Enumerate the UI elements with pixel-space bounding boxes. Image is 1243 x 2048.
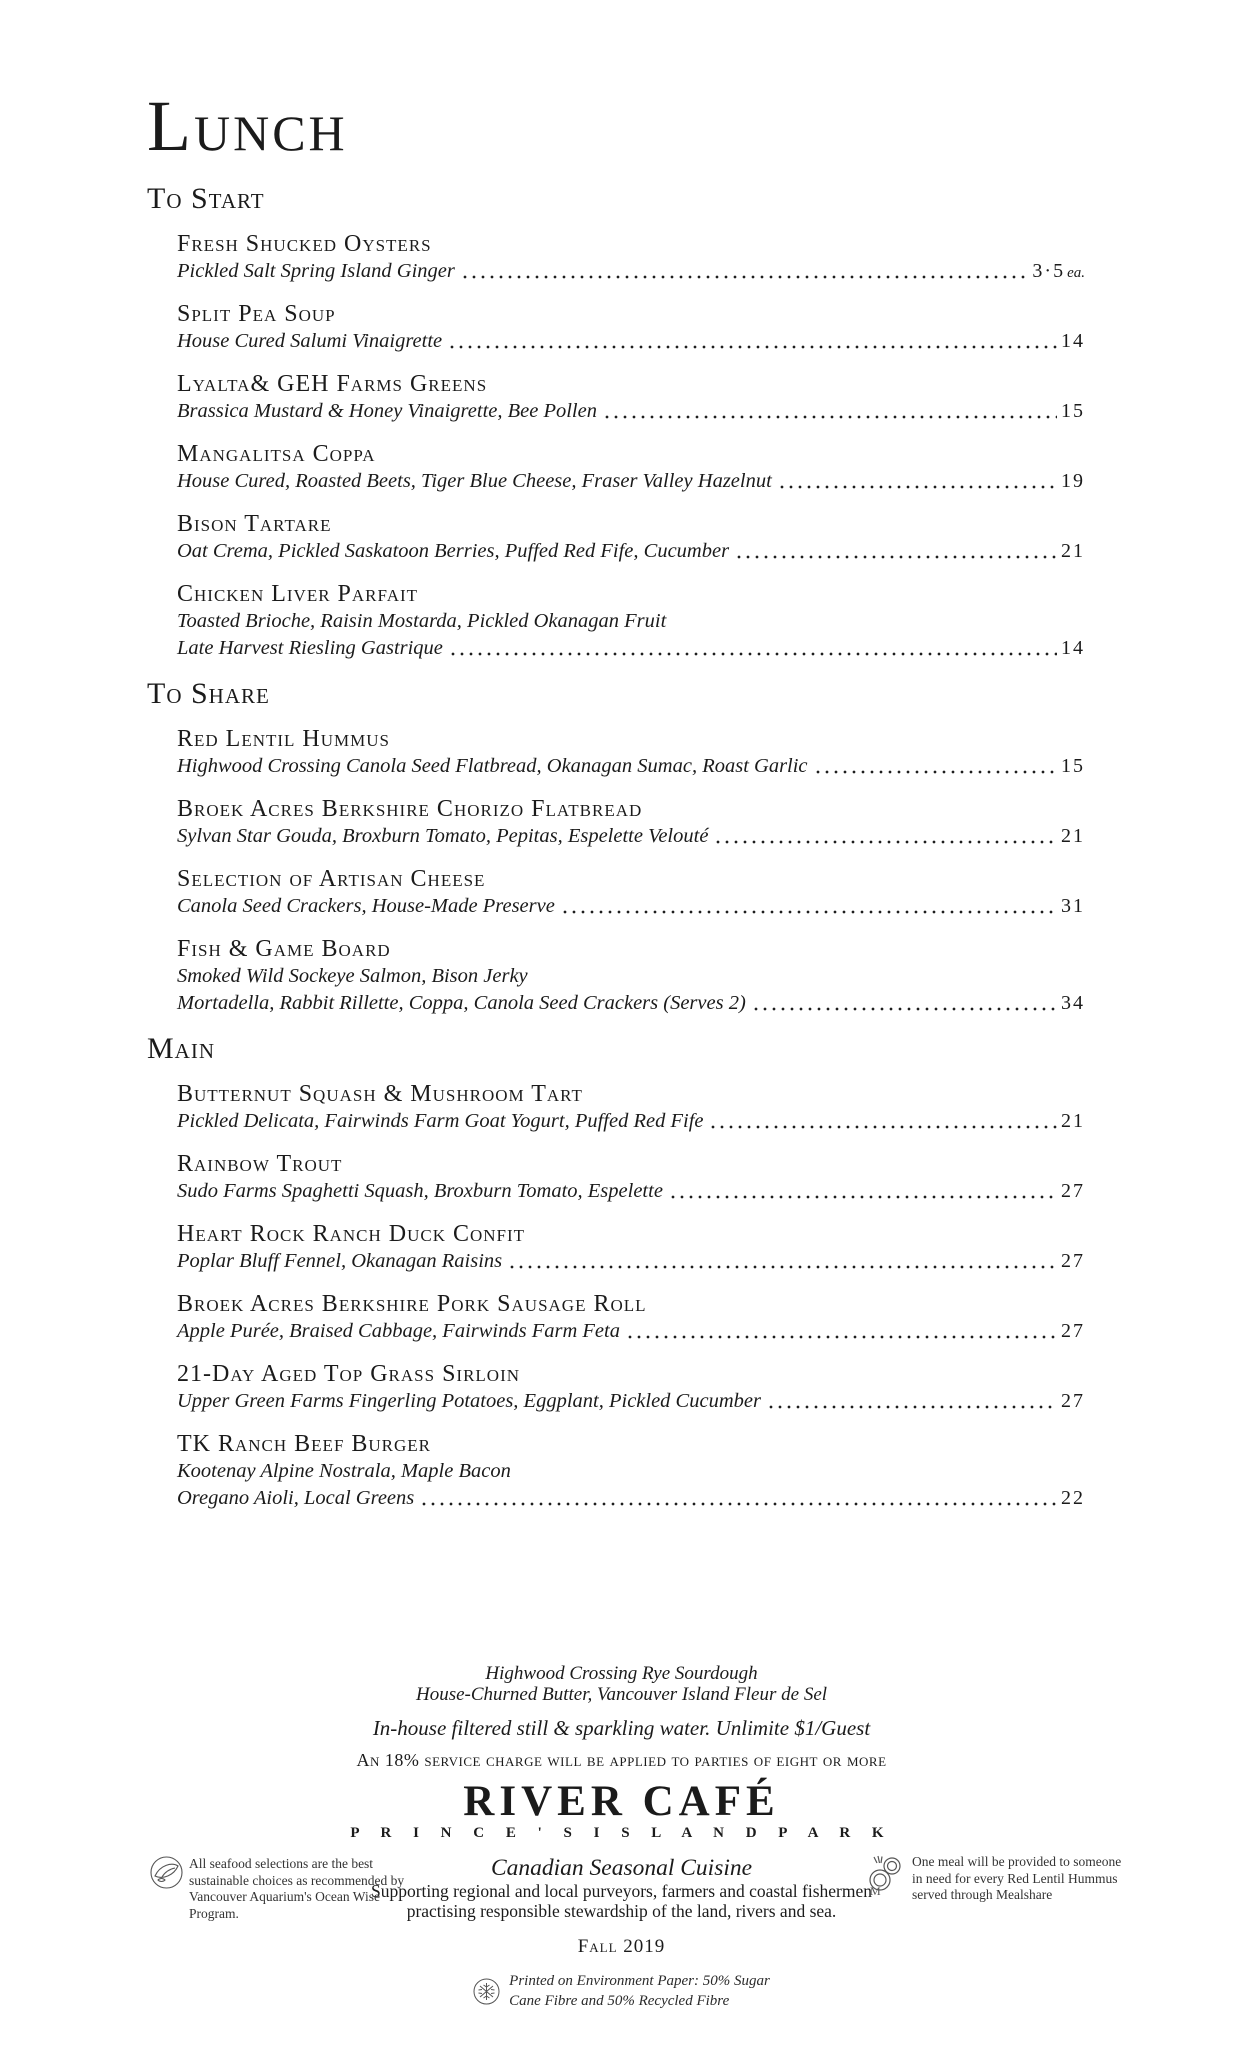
item-price bbox=[1061, 825, 1085, 848]
menu-item bbox=[147, 1150, 1085, 1205]
price-value: 19 bbox=[1061, 470, 1085, 492]
menu-item bbox=[147, 510, 1085, 565]
price-value: 15 bbox=[1061, 400, 1085, 422]
environment-paper-icon bbox=[473, 1978, 500, 2005]
dotted-leader bbox=[422, 1501, 1057, 1507]
menu-item bbox=[147, 440, 1085, 495]
section-heading: To Start bbox=[147, 182, 265, 215]
dotted-leader bbox=[737, 554, 1057, 560]
price-value: 3·5 bbox=[1032, 260, 1066, 282]
mealshare-icon bbox=[866, 1854, 906, 1904]
item-name: Broek Acres Berkshire Pork Sausage Roll bbox=[177, 1291, 647, 1317]
item-name: Mangalitsa Coppa bbox=[177, 441, 376, 467]
item-price bbox=[1061, 1487, 1085, 1510]
item-name: Fresh Shucked Oysters bbox=[177, 231, 432, 257]
item-name: Bison Tartare bbox=[177, 511, 332, 537]
restaurant-logo-subtitle: P R I N C E ' S I S L A N D P A R K bbox=[350, 1825, 893, 1841]
item-description: Late Harvest Riesling Gastrique bbox=[177, 637, 443, 659]
item-price-line bbox=[177, 328, 1085, 355]
item-price-line bbox=[177, 258, 1085, 285]
item-description: Oat Crema, Pickled Saskatoon Berries, Puffed Red Fife, Cucumber bbox=[177, 540, 730, 562]
price-value: 22 bbox=[1061, 1487, 1085, 1509]
item-description: Upper Green Farms Fingerling Potatoes, Eggplant, Pickled Cucumber bbox=[177, 1390, 761, 1412]
item-price-line bbox=[177, 635, 1085, 662]
menu-section bbox=[147, 677, 1085, 1017]
item-name: Chicken Liver Parfait bbox=[177, 581, 419, 607]
section-items bbox=[147, 230, 1085, 662]
menu-item bbox=[147, 300, 1085, 355]
item-price-line bbox=[177, 538, 1085, 565]
item-description-block bbox=[177, 963, 1085, 990]
cuisine-line: practising responsible stewardship of the land, rivers and sea. bbox=[406, 1900, 837, 1921]
item-description: Pickled Salt Spring Island Ginger bbox=[177, 260, 455, 282]
mealshare-badge bbox=[866, 1854, 1128, 1904]
dotted-leader bbox=[463, 274, 1029, 280]
price-value: 27 bbox=[1061, 1320, 1085, 1342]
item-description: Sudo Farms Spaghetti Squash, Broxburn Tomato, Espelette bbox=[177, 1180, 663, 1202]
dotted-leader bbox=[754, 1006, 1057, 1012]
menu-item bbox=[147, 795, 1085, 850]
item-price-line bbox=[177, 1318, 1085, 1345]
item-description: Smoked Wild Sockeye Salmon, Bison Jerky bbox=[177, 965, 528, 987]
svg-text:M: M bbox=[870, 1884, 881, 1896]
dotted-leader bbox=[769, 1404, 1057, 1410]
item-description: Apple Purée, Braised Cabbage, Fairwinds Farm Feta bbox=[177, 1320, 620, 1342]
price-value: 15 bbox=[1061, 755, 1085, 777]
season-label: Fall 2019 bbox=[577, 1936, 666, 1957]
item-price-line bbox=[177, 1485, 1085, 1512]
item-description: Highwood Crossing Canola Seed Flatbread, Okanagan Sumac, Roast Garlic bbox=[177, 755, 808, 777]
dotted-leader bbox=[716, 839, 1057, 845]
cuisine-title: Canadian Seasonal Cuisine bbox=[490, 1855, 753, 1881]
price-value: 27 bbox=[1061, 1250, 1085, 1272]
item-price-line bbox=[177, 1108, 1085, 1135]
ocean-wise-icon bbox=[150, 1856, 183, 1922]
item-description: Toasted Brioche, Raisin Mostarda, Pickled Okanagan Fruit bbox=[177, 610, 667, 632]
item-price-line bbox=[177, 893, 1085, 920]
item-description: Poplar Bluff Fennel, Okanagan Raisins bbox=[177, 1250, 503, 1272]
item-description: House Cured, Roasted Beets, Tiger Blue Cheese, Fraser Valley Hazelnut bbox=[177, 470, 772, 492]
item-name: Rainbow Trout bbox=[177, 1151, 343, 1177]
bread-note-line: House-Churned Butter, Vancouver Island Fleur de Sel bbox=[415, 1684, 828, 1705]
price-value: 14 bbox=[1061, 637, 1085, 659]
item-name: Broek Acres Berkshire Chorizo Flatbread bbox=[177, 796, 643, 822]
item-price bbox=[1061, 1110, 1085, 1133]
item-price bbox=[1061, 992, 1085, 1015]
item-name: Butternut Squash & Mushroom Tart bbox=[177, 1081, 583, 1107]
menu-section bbox=[147, 1032, 1085, 1512]
restaurant-logo: RIVER CAFÉ bbox=[463, 1778, 780, 1825]
menu-item bbox=[147, 725, 1085, 780]
menu-item bbox=[147, 370, 1085, 425]
cuisine-line: Supporting regional and local purveyors, farmers and coastal fishermen bbox=[370, 1881, 873, 1901]
item-description: Mortadella, Rabbit Rillette, Coppa, Canola Seed Crackers (Serves 2) bbox=[177, 992, 746, 1014]
menu-item bbox=[147, 1220, 1085, 1275]
menu-title: Lunch bbox=[147, 86, 348, 166]
item-price-line bbox=[177, 990, 1085, 1017]
menu-item bbox=[147, 580, 1085, 662]
item-price bbox=[1061, 755, 1085, 778]
dotted-leader bbox=[780, 484, 1057, 490]
item-description-block bbox=[177, 608, 1085, 635]
water-note: In-house filtered still & sparkling water. Unlimite $1/Guest bbox=[372, 1716, 871, 1740]
price-value: 21 bbox=[1061, 1110, 1085, 1132]
dotted-leader bbox=[816, 769, 1057, 775]
section-items bbox=[147, 725, 1085, 1017]
menu-item bbox=[147, 1290, 1085, 1345]
menu-item bbox=[147, 1430, 1085, 1512]
dotted-leader bbox=[671, 1194, 1057, 1200]
section-heading: Main bbox=[147, 1032, 215, 1065]
dotted-leader bbox=[563, 909, 1057, 915]
menu-body bbox=[147, 86, 1085, 1527]
menu-section bbox=[147, 182, 1085, 662]
item-price-line bbox=[177, 1178, 1085, 1205]
price-value: 31 bbox=[1061, 895, 1085, 917]
item-description-block bbox=[177, 1458, 1085, 1485]
price-value: 27 bbox=[1061, 1180, 1085, 1202]
price-value: 14 bbox=[1061, 330, 1085, 352]
item-name: Red Lentil Hummus bbox=[177, 726, 390, 752]
bread-note-line: Highwood Crossing Rye Sourdough bbox=[485, 1663, 758, 1684]
item-price bbox=[1032, 260, 1085, 283]
item-price bbox=[1061, 1250, 1085, 1273]
item-price-line bbox=[177, 468, 1085, 495]
dotted-leader bbox=[711, 1124, 1057, 1130]
item-price bbox=[1061, 330, 1085, 353]
item-price bbox=[1061, 1180, 1085, 1203]
item-description: Pickled Delicata, Fairwinds Farm Goat Yogurt, Puffed Red Fife bbox=[177, 1110, 704, 1132]
item-price bbox=[1061, 470, 1085, 493]
item-price-line bbox=[177, 1248, 1085, 1275]
item-price bbox=[1061, 637, 1085, 660]
paper-note-line: Printed on Environment Paper: 50% Sugar bbox=[509, 1973, 770, 1989]
dotted-leader bbox=[605, 414, 1057, 420]
item-price-line bbox=[177, 753, 1085, 780]
menu-item bbox=[147, 1080, 1085, 1135]
section-items bbox=[147, 1080, 1085, 1512]
menu-item bbox=[147, 865, 1085, 920]
item-name: Lyalta& GEH Farms Greens bbox=[177, 371, 488, 397]
dotted-leader bbox=[451, 651, 1057, 657]
menu-item bbox=[147, 935, 1085, 1017]
menu-item bbox=[147, 230, 1085, 285]
price-value: 21 bbox=[1061, 540, 1085, 562]
item-name: 21-Day Aged Top Grass Sirloin bbox=[177, 1361, 521, 1387]
service-charge-note: An 18% service charge will be applied to parties of eight or more bbox=[356, 1750, 887, 1770]
ocean-wise-badge bbox=[150, 1856, 405, 1922]
item-name: TK Ranch Beef Burger bbox=[177, 1431, 432, 1457]
price-unit: ea. bbox=[1067, 265, 1085, 281]
menu-item bbox=[147, 1360, 1085, 1415]
item-price bbox=[1061, 400, 1085, 423]
menu-footer bbox=[0, 1663, 1243, 2011]
item-description: Brassica Mustard & Honey Vinaigrette, Bee Pollen bbox=[177, 400, 597, 422]
item-price bbox=[1061, 540, 1085, 563]
item-price bbox=[1061, 1390, 1085, 1413]
price-value: 34 bbox=[1061, 992, 1085, 1014]
item-name: Selection of Artisan Cheese bbox=[177, 866, 486, 892]
paper-note-line: Cane Fibre and 50% Recycled Fibre bbox=[509, 1993, 730, 2009]
item-price bbox=[1061, 1320, 1085, 1343]
dotted-leader bbox=[510, 1264, 1057, 1270]
price-value: 27 bbox=[1061, 1390, 1085, 1412]
item-price-line bbox=[177, 1388, 1085, 1415]
item-description: Oregano Aioli, Local Greens bbox=[177, 1487, 415, 1509]
item-name: Heart Rock Ranch Duck Confit bbox=[177, 1221, 526, 1247]
item-name: Fish & Game Board bbox=[177, 936, 391, 962]
paper-note bbox=[0, 1971, 1243, 2011]
price-value: 21 bbox=[1061, 825, 1085, 847]
section-heading: To Share bbox=[147, 677, 270, 710]
item-description: Canola Seed Crackers, House-Made Preserve bbox=[177, 895, 555, 917]
item-price-line bbox=[177, 398, 1085, 425]
mealshare-note: One meal will be provided to someone in need for every Red Lentil Hummus served through Mealshare bbox=[912, 1854, 1122, 1902]
paper-note-text bbox=[509, 1971, 770, 2011]
item-price-line bbox=[177, 823, 1085, 850]
dotted-leader bbox=[628, 1334, 1057, 1340]
item-description: Sylvan Star Gouda, Broxburn Tomato, Pepitas, Espelette Velouté bbox=[177, 825, 709, 847]
item-description: Kootenay Alpine Nostrala, Maple Bacon bbox=[177, 1460, 511, 1482]
menu-sections bbox=[147, 182, 1085, 1512]
item-description: House Cured Salumi Vinaigrette bbox=[177, 330, 443, 352]
item-price bbox=[1061, 895, 1085, 918]
item-name: Split Pea Soup bbox=[177, 301, 336, 327]
ocean-wise-note: All seafood selections are the best sustainable choices as recommended by Vancouver Aquarium's Ocean Wise Program. bbox=[189, 1856, 405, 1921]
dotted-leader bbox=[450, 344, 1057, 350]
